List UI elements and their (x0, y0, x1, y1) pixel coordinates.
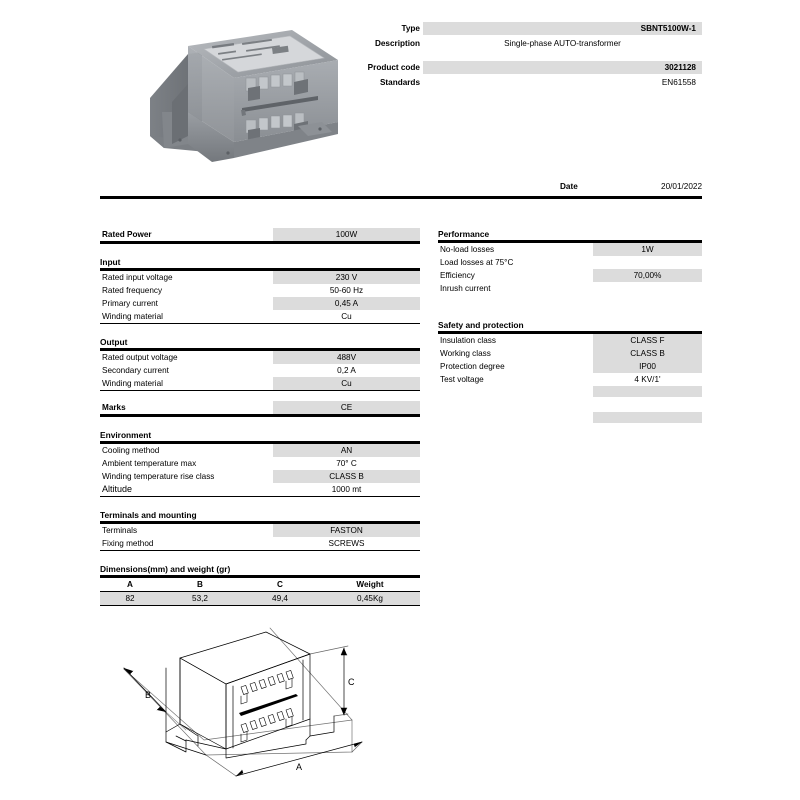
header-separator-rule (100, 196, 702, 199)
row-safety-gap (438, 399, 702, 412)
row-inrush-current (438, 282, 702, 295)
value-load-losses-75c (593, 256, 702, 269)
header-label-product-code: Product code (367, 63, 420, 72)
value-input-winding-material: Cu (341, 312, 352, 321)
value-safety-blank-1 (593, 386, 702, 397)
rule-under-input-table (100, 323, 420, 324)
rule-under-terminals-table (100, 550, 420, 551)
header-spec-block (330, 22, 702, 91)
value-inrush-current (593, 282, 702, 295)
value-rated-output-voltage: 488V (273, 351, 420, 364)
dimensions-header-c: C (277, 580, 283, 589)
section-title-dimensions: Dimensions(mm) and weight (gr) (100, 564, 231, 574)
label-no-load-losses: No-load losses (440, 245, 495, 254)
label-marks: Marks (102, 403, 126, 412)
dimensions-header-row (100, 578, 420, 591)
value-insulation-class: CLASS F (593, 334, 702, 347)
dimensions-header-b: B (197, 580, 203, 589)
label-fixing-method: Fixing method (102, 539, 154, 548)
row-fixing-method (100, 537, 420, 550)
row-rated-frequency (100, 284, 420, 297)
date-label: Date (560, 182, 578, 191)
rule-under-environment-table (100, 496, 420, 497)
dimensions-value-row (100, 592, 420, 605)
row-winding-temperature-rise-class (100, 470, 420, 483)
row-test-voltage (438, 373, 702, 386)
row-rated-power (100, 228, 420, 241)
drawing-label-c: C (348, 677, 355, 687)
value-no-load-losses: 1W (593, 243, 702, 256)
row-secondary-current (100, 364, 420, 377)
label-inrush-current: Inrush current (440, 284, 491, 293)
value-working-class: CLASS B (593, 347, 702, 360)
row-output-winding-material (100, 377, 420, 390)
value-ambient-temperature-max: 70° C (336, 459, 357, 468)
row-rated-input-voltage (100, 271, 420, 284)
rule-under-output-table (100, 390, 420, 391)
row-cooling-method (100, 444, 420, 457)
drawing-label-b: B (145, 690, 152, 700)
header-row-type (330, 22, 702, 35)
value-output-winding-material: Cu (273, 377, 420, 390)
label-working-class: Working class (440, 349, 491, 358)
section-title-terminals: Terminals and mounting (100, 510, 197, 520)
dimensions-header-a: A (127, 580, 133, 589)
header-row-standards (330, 76, 702, 89)
row-load-losses-75c (438, 256, 702, 269)
value-efficiency: 70,00% (593, 269, 702, 282)
row-protection-degree (438, 360, 702, 373)
row-ambient-temperature-max (100, 457, 420, 470)
label-terminals: Terminals (102, 526, 138, 535)
product-photo (142, 16, 358, 164)
section-title-environment: Environment (100, 430, 152, 440)
label-altitude: Altitude (102, 484, 133, 494)
label-secondary-current: Secondary current (102, 366, 169, 375)
row-input-winding-material (100, 310, 420, 323)
value-winding-temperature-rise-class: CLASS B (273, 470, 420, 483)
section-title-safety: Safety and protection (438, 320, 524, 330)
row-efficiency (438, 269, 702, 282)
value-cooling-method: AN (273, 444, 420, 457)
dimensions-value-weight: 0,45Kg (357, 594, 383, 603)
header-value-standards: EN61558 (661, 78, 696, 87)
header-value-product-code: 3021128 (423, 61, 702, 74)
row-safety-blank-2 (438, 412, 702, 425)
value-primary-current: 0,45 A (273, 297, 420, 310)
label-ambient-temperature-max: Ambient temperature max (102, 459, 197, 468)
value-test-voltage: 4 KV/1' (634, 375, 661, 384)
right-spec-column (438, 228, 702, 425)
value-altitude: 1000 mt (331, 485, 362, 494)
header-row-description (330, 37, 702, 50)
row-insulation-class (438, 334, 702, 347)
value-rated-power: 100W (273, 228, 420, 241)
label-protection-degree: Protection degree (440, 362, 505, 371)
dimensions-header-weight: Weight (356, 580, 384, 589)
drawing-label-a: A (296, 762, 303, 772)
label-efficiency: Efficiency (440, 271, 475, 280)
dimensions-value-a: 82 (125, 594, 135, 603)
rule-under-dimensions-table (100, 605, 420, 606)
value-protection-degree: IP00 (593, 360, 702, 373)
value-safety-blank-2 (593, 412, 702, 423)
value-rated-frequency: 50-60 Hz (329, 286, 364, 295)
header-row-product-code (330, 61, 702, 74)
section-title-performance: Performance (438, 229, 490, 239)
rule-under-rated-power (100, 241, 420, 244)
dimensions-value-b: 53,2 (192, 594, 208, 603)
row-working-class (438, 347, 702, 360)
row-no-load-losses (438, 243, 702, 256)
row-terminals (100, 524, 420, 537)
header-label-standards: Standards (379, 78, 420, 87)
value-fixing-method: SCREWS (328, 539, 365, 548)
label-cooling-method: Cooling method (102, 446, 160, 455)
label-input-winding-material: Winding material (102, 312, 163, 321)
value-rated-input-voltage: 230 V (273, 271, 420, 284)
section-title-output: Output (100, 337, 128, 347)
label-primary-current: Primary current (102, 299, 158, 308)
header-label-description: Description (374, 39, 420, 48)
left-spec-column (100, 228, 420, 606)
row-safety-blank-1 (438, 386, 702, 399)
dimensions-value-c: 49,4 (272, 594, 288, 603)
section-title-input: Input (100, 257, 121, 267)
label-rated-frequency: Rated frequency (102, 286, 163, 295)
header-value-type: SBNT5100W-1 (423, 22, 702, 35)
label-output-winding-material: Winding material (102, 379, 163, 388)
rule-under-marks (100, 414, 420, 417)
date-value: 20/01/2022 (661, 182, 702, 191)
value-marks: CE (273, 401, 420, 414)
header-value-description: Single-phase AUTO-transformer (504, 39, 621, 48)
label-rated-power: Rated Power (102, 230, 152, 239)
value-secondary-current: 0,2 A (337, 366, 356, 375)
row-altitude (100, 483, 420, 496)
transformer-photo-svg (142, 16, 358, 164)
row-primary-current (100, 297, 420, 310)
value-terminals: FASTON (273, 524, 420, 537)
row-marks (100, 401, 420, 414)
header-label-type: Type (401, 24, 420, 33)
row-rated-output-voltage (100, 351, 420, 364)
date-row (480, 181, 702, 193)
label-rated-output-voltage: Rated output voltage (102, 353, 178, 362)
label-test-voltage: Test voltage (440, 375, 484, 384)
label-insulation-class: Insulation class (440, 336, 496, 345)
technical-drawing-svg (100, 624, 380, 788)
label-winding-temperature-rise-class: Winding temperature rise class (102, 472, 215, 481)
label-rated-input-voltage: Rated input voltage (102, 273, 173, 282)
technical-drawing (100, 624, 380, 788)
label-load-losses-75c: Load losses at 75°C (440, 258, 514, 267)
